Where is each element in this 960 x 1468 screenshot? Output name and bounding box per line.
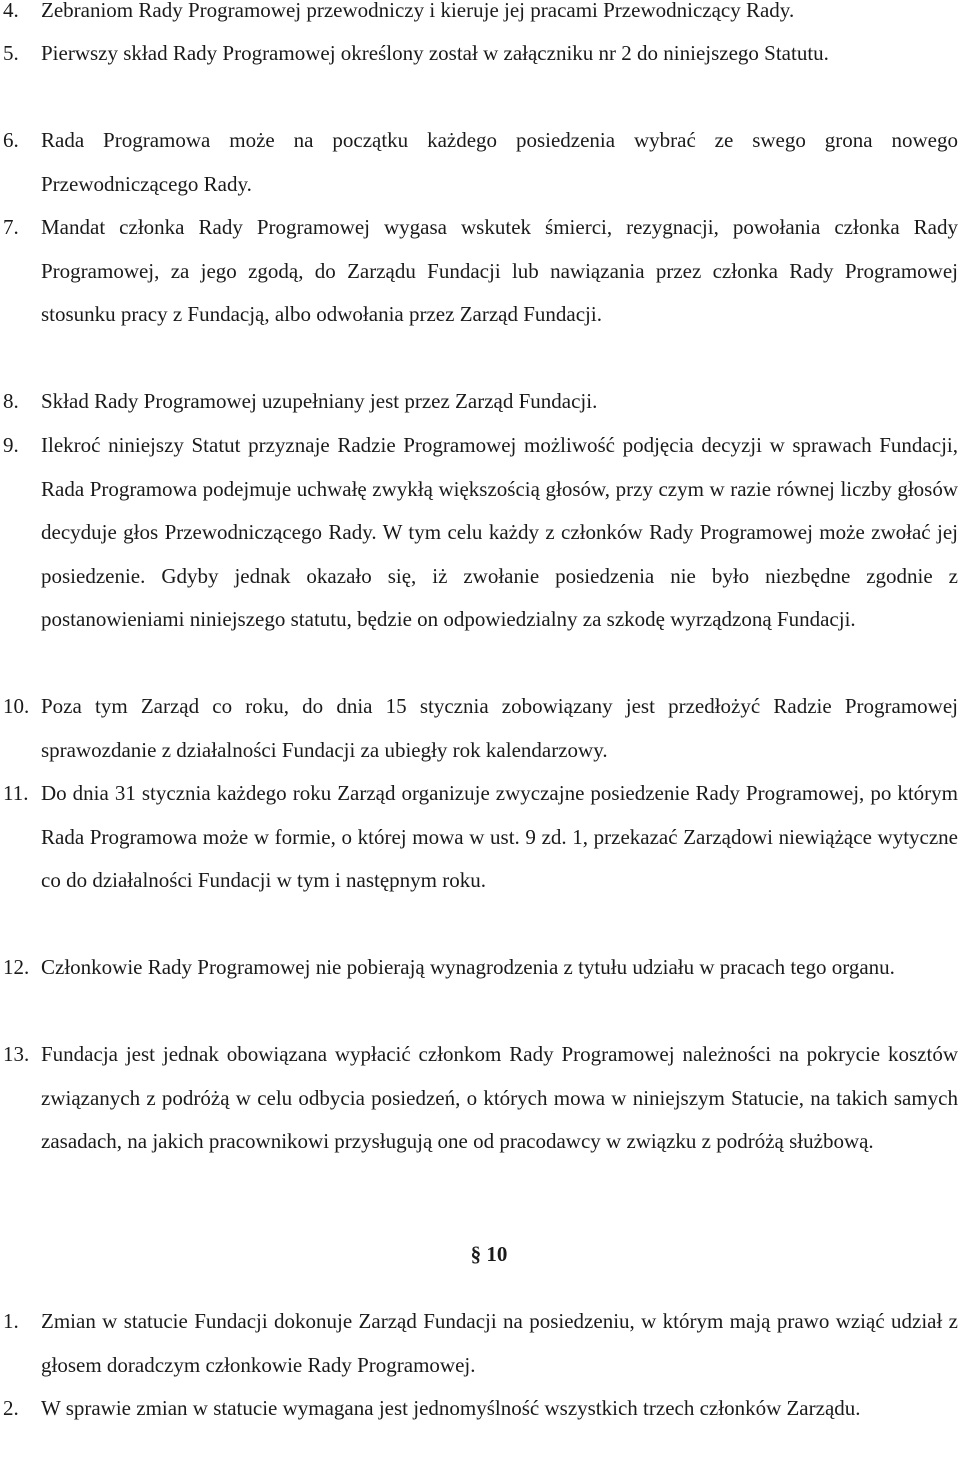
item-number: 7. bbox=[3, 215, 19, 239]
list-item-b2 bbox=[0, 1387, 958, 1431]
item-text: Pierwszy skład Rady Programowej określony został w załączniku nr 2 do niniejszego Statutu. bbox=[41, 41, 829, 65]
item-number: 9. bbox=[3, 433, 19, 457]
item-text: Zmian w statucie Fundacji dokonuje Zarząd Fundacji na posiedzeniu, w którym mają prawo wziąć udział z głosem doradczym członkowie Rady Programowej. bbox=[41, 1309, 958, 1377]
item-text: Do dnia 31 stycznia każdego roku Zarząd organizuje zwyczajne posiedzenie Rady Programowej, po którym Rada Programowa może w formie, o której mowa w ust. 9 zd. 1, przekazać Zarządowi niewiążące wytyczne co do działalności Fundacji w tym i następnym roku. bbox=[41, 781, 958, 893]
list-item-8 bbox=[0, 380, 958, 424]
list-item-12 bbox=[0, 946, 958, 990]
item-number: 4. bbox=[3, 0, 19, 22]
list-item-b1 bbox=[0, 1300, 958, 1387]
item-number: 10. bbox=[3, 694, 30, 718]
item-text: Ilekroć niniejszy Statut przyznaje Radzie Programowej możliwość podjęcia decyzji w sprawach Fundacji, Rada Programowa podejmuje uchwałę zwykłą większością głosów, przy czym w razie równej liczby głosów decyduje głos Przewodniczącego Rady. W tym celu każdy z członków Rady Programowej może zwołać jej posiedzenie. Gdyby jednak okazało się, iż zwołanie posiedzenia nie było niezbędne zgodnie z postanowieniami niniejszego statutu, będzie on odpowiedzialny za szkodę wyrządzoną Fundacji. bbox=[41, 433, 958, 632]
list-item-13 bbox=[0, 1033, 958, 1164]
item-number: 1. bbox=[3, 1309, 19, 1333]
item-text: Skład Rady Programowej uzupełniany jest przez Zarząd Fundacji. bbox=[41, 389, 598, 413]
item-number: 11. bbox=[3, 781, 29, 805]
item-text: Zebraniom Rady Programowej przewodniczy i kieruje jej pracami Przewodniczący Rady. bbox=[41, 0, 795, 22]
item-text: Poza tym Zarząd co roku, do dnia 15 stycznia zobowiązany jest przedłożyć Radzie Programowej sprawozdanie z działalności Fundacji za ubiegły rok kalendarzowy. bbox=[41, 694, 958, 762]
item-text: Fundacja jest jednak obowiązana wypłacić członkom Rady Programowej należności na pokrycie kosztów związanych z podróżą w celu odbycia posiedzeń, o których mowa w niniejszym Statucie, na takich samych zasadach, na jakich pracownikowi przysługują one od pracodawcy w związku z podróżą służbową. bbox=[41, 1042, 958, 1154]
list-item-5 bbox=[0, 32, 958, 76]
item-number: 13. bbox=[3, 1042, 30, 1066]
item-number: 12. bbox=[3, 955, 30, 979]
item-number: 5. bbox=[3, 41, 19, 65]
section-heading bbox=[0, 1232, 960, 1276]
list-item-9 bbox=[0, 424, 958, 642]
list-item-7 bbox=[0, 206, 958, 337]
section-heading-text: § 10 bbox=[470, 1242, 508, 1266]
list-item-11 bbox=[0, 772, 958, 903]
item-number: 6. bbox=[3, 128, 19, 152]
item-number: 2. bbox=[3, 1396, 19, 1420]
list-item-4 bbox=[0, 0, 958, 33]
list-item-10 bbox=[0, 685, 958, 772]
item-text: W sprawie zmian w statucie wymagana jest jednomyślność wszystkich trzech członków Zarządu. bbox=[41, 1396, 861, 1420]
item-text: Rada Programowa może na początku każdego posiedzenia wybrać ze swego grona nowego Przewodniczącego Rady. bbox=[41, 128, 958, 196]
list-item-6 bbox=[0, 119, 958, 206]
item-text: Mandat członka Rady Programowej wygasa wskutek śmierci, rezygnacji, powołania członka Rady Programowej, za jego zgodą, do Zarządu Fundacji lub nawiązania przez członka Rady Programowej stosunku pracy z Fundacją, albo odwołania przez Zarząd Fundacji. bbox=[41, 215, 958, 327]
item-number: 8. bbox=[3, 389, 19, 413]
item-text: Członkowie Rady Programowej nie pobierają wynagrodzenia z tytułu udziału w pracach tego organu. bbox=[41, 955, 895, 979]
